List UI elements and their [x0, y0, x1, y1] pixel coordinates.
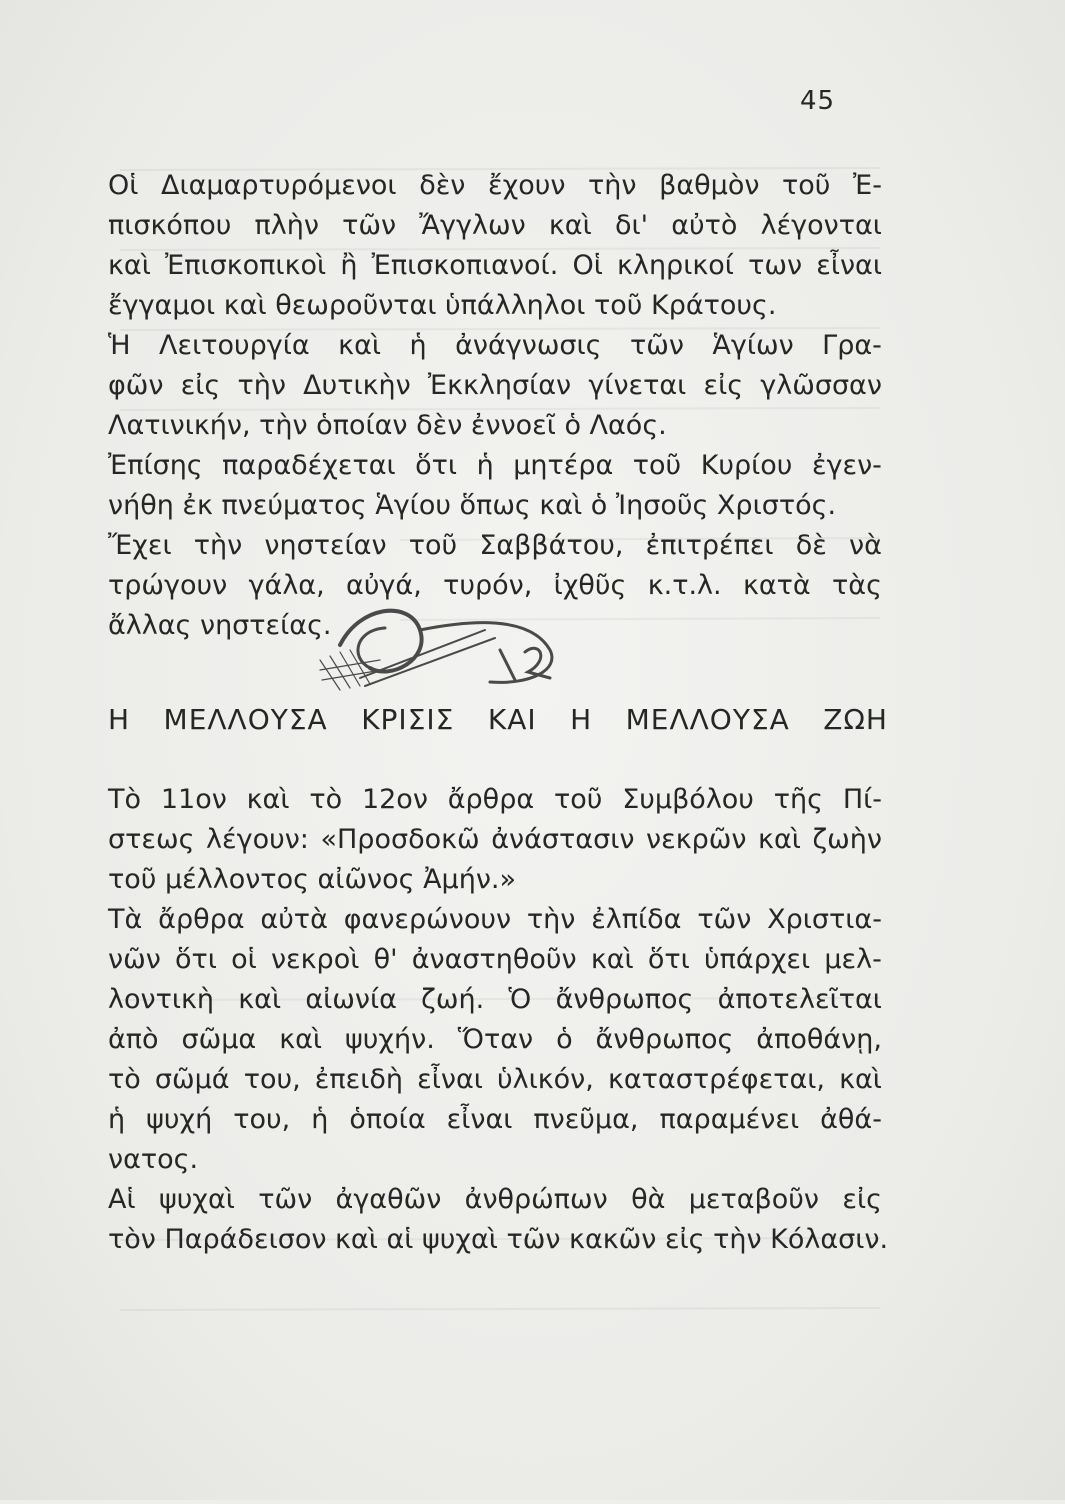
text-line: Τὰ ἄρθρα αὐτὰ φανερώνουν τὴν ἐλπίδα τῶν Χριστια-: [108, 904, 882, 935]
text-line: Οἱ Διαμαρτυρόμενοι δὲν ἔχουν τὴν βαθμὸν τοῦ Ἐ-: [108, 170, 882, 201]
text-line: λοντικὴ καὶ αἰωνία ζωή. Ὁ ἄνθρωπος ἀποτελεῖται: [108, 984, 882, 1015]
text-line: ἀπὸ σῶμα καὶ ψυχήν. Ὅταν ὁ ἄνθρωπος ἀποθάνῃ,: [108, 1024, 882, 1055]
text-line: Λατινικήν, τὴν ὁποίαν δὲν ἐννοεῖ ὁ Λαός.: [108, 410, 667, 441]
text-line: ἄλλας νηστείας.: [108, 610, 332, 641]
text-line: τρώγουν γάλα, αὐγά, τυρόν, ἰχθῦς κ.τ.λ. κατὰ τὰς: [108, 570, 882, 601]
text-line: Ἡ Λειτουργία καὶ ἡ ἀνάγνωσις τῶν Ἁγίων Γρα-: [108, 330, 882, 361]
section-heading: Η ΜΕΛΛΟΥΣΑ ΚΡΙΣΙΣ ΚΑΙ Η ΜΕΛΛΟΥΣΑ ΖΩΗ: [108, 703, 888, 736]
text-line: νατος.: [108, 1144, 199, 1175]
text-line: Τὸ 11ον καὶ τὸ 12ον ἄρθρα τοῦ Συμβόλου τῆς Πί-: [108, 784, 882, 815]
text-line: φῶν εἰς τὴν Δυτικὴν Ἐκκλησίαν γίνεται εἰς γλῶσσαν: [108, 370, 882, 401]
text-line: Ἔχει τὴν νηστείαν τοῦ Σαββάτου, ἐπιτρέπει δὲ νὰ: [108, 530, 882, 561]
text-line: καὶ Ἐπισκοπικοὶ ἢ Ἐπισκοπιανοί. Οἱ κληρικοί των εἶναι: [108, 250, 882, 281]
text-line: Ἐπίσης παραδέχεται ὅτι ἡ μητέρα τοῦ Κυρίου ἐγεν-: [108, 450, 882, 481]
text-line: τὸ σῶμά του, ἐπειδὴ εἶναι ὑλικόν, καταστρέφεται, καὶ: [108, 1064, 882, 1095]
text-section-future-judgment: [108, 780, 889, 1260]
text-line: τὸν Παράδεισον καὶ αἱ ψυχαὶ τῶν κακῶν εἰς τὴν Κόλασιν.: [108, 1224, 889, 1255]
text-line: πισκόπου πλὴν τῶν Ἄγγλων καὶ δι' αὐτὸ λέγονται: [108, 210, 882, 241]
text-section-protestants: [108, 166, 882, 646]
text-line: ἡ ψυχή του, ἡ ὁποία εἶναι πνεῦμα, παραμένει ἀθά-: [108, 1104, 882, 1135]
text-line: τοῦ μέλλοντος αἰῶνος Ἀμήν.»: [108, 864, 517, 895]
text-line: Αἱ ψυχαὶ τῶν ἀγαθῶν ἀνθρώπων θὰ μεταβοῦν εἰς: [108, 1184, 882, 1215]
text-line: νήθη ἐκ πνεύματος Ἁγίου ὅπως καὶ ὁ Ἰησοῦς Χριστός.: [108, 490, 837, 521]
page-number: 45: [800, 86, 836, 116]
text-line: στεως λέγουν: «Προσδοκῶ ἀνάστασιν νεκρῶν καὶ ζωὴν: [108, 824, 882, 855]
text-line: νῶν ὅτι οἱ νεκροὶ θ' ἀναστηθοῦν καὶ ὅτι ὑπάρχει μελ-: [108, 944, 882, 975]
text-line: ἔγγαμοι καὶ θεωροῦνται ὑπάλληλοι τοῦ Κράτους.: [108, 290, 777, 321]
